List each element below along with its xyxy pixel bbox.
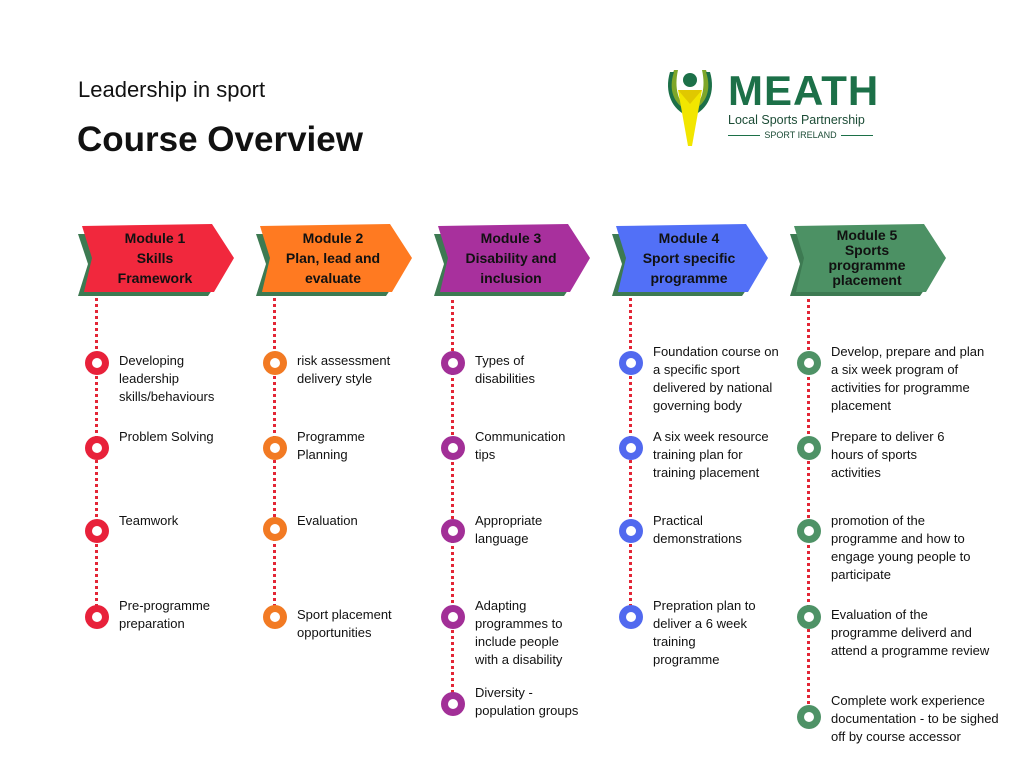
module-5-topic: [831, 428, 944, 482]
bullet-dot-icon: [263, 605, 287, 629]
bullet-dot-icon: [263, 436, 287, 460]
topic-text: Pre-programme preparation: [119, 598, 211, 631]
bullet-dot-icon: [619, 436, 643, 460]
bullet-dot-icon: [441, 351, 465, 375]
topic-text: Teamwork: [119, 513, 179, 528]
bullet-dot-icon: [85, 436, 109, 460]
module-2-topic: [297, 428, 365, 464]
logo-tagline: Local Sports Partnership: [728, 113, 865, 127]
bullet-dot-icon: [797, 605, 821, 629]
module-5-banner: [790, 222, 950, 297]
module-3-label: [450, 222, 572, 294]
module-5-topic: [831, 343, 984, 415]
module-4-label: [628, 222, 750, 294]
topic-text: Foundation course on a specific sport delivered by national governing body: [653, 344, 779, 413]
bullet-dot-icon: [263, 351, 287, 375]
module-3-topic: [475, 428, 565, 464]
bullet-dot-icon: [85, 605, 109, 629]
topic-text: A six week resource training plan for training placement: [653, 429, 769, 480]
module-1-topic: [119, 597, 210, 633]
meath-lsp-logo: [660, 50, 890, 150]
topic-text: Developing leadership skills/behaviours: [119, 353, 215, 404]
module-5-topic: [831, 606, 989, 660]
topic-text: Prepration plan to deliver a 6 week training programme: [653, 598, 756, 667]
module-1-title: Module 1 Skills Framework: [117, 230, 193, 286]
module-1-banner: [78, 222, 238, 297]
module-3-title: Module 3 Disability and inclusion: [465, 230, 557, 286]
module-2-topic: [297, 352, 390, 388]
bullet-dot-icon: [85, 351, 109, 375]
topic-text: Programme Planning: [297, 429, 365, 462]
bullet-dot-icon: [441, 605, 465, 629]
course-subtitle: Leadership in sport: [78, 77, 266, 102]
module-3-topic: [475, 597, 562, 669]
bullet-dot-icon: [797, 351, 821, 375]
module-4-topic: [653, 428, 769, 482]
topic-text: Prepare to deliver 6 hours of sports activities: [831, 429, 945, 480]
module-3-topic: [475, 352, 535, 388]
module-1-topic: [119, 428, 214, 446]
bullet-dot-icon: [797, 705, 821, 729]
bullet-dot-icon: [441, 692, 465, 716]
topic-text: Develop, prepare and plan a six week program of activities for programme placement: [831, 344, 985, 413]
logo-name: MEATH: [728, 67, 880, 114]
page-title: Course Overview: [77, 120, 363, 159]
topic-text: Appropriate language: [475, 513, 543, 546]
bullet-dot-icon: [619, 351, 643, 375]
module-4-topic: [653, 343, 779, 415]
module-2-topic: [297, 512, 358, 530]
topic-text: risk assessment delivery style: [297, 353, 391, 386]
module-5-title: Module 5 Sports programme placement: [828, 227, 906, 288]
bullet-dot-icon: [263, 517, 287, 541]
module-2-banner: [256, 222, 416, 297]
logo-subline: [728, 130, 873, 140]
topic-text: Evaluation: [297, 513, 358, 528]
topic-text: Practical demonstrations: [653, 513, 742, 546]
module-4-banner: [612, 222, 772, 297]
module-5-topic: [831, 692, 999, 746]
module-4-title: Module 4 Sport specific programme: [642, 230, 736, 286]
bullet-dot-icon: [619, 605, 643, 629]
module-4-topic: [653, 597, 756, 669]
module-2-title: Module 2 Plan, lead and evaluate: [285, 230, 381, 286]
module-1-label: [94, 222, 216, 294]
bullet-dot-icon: [797, 436, 821, 460]
module-2-label: [272, 222, 394, 294]
module-3-banner: [434, 222, 594, 297]
module-3-topic: [475, 512, 542, 548]
topic-text: promotion of the programme and how to engage young people to participate: [831, 513, 971, 582]
module-2-topic: [297, 606, 392, 642]
figure-emblem-icon: [660, 50, 720, 150]
topic-text: Sport placement opportunities: [297, 607, 392, 640]
topic-text: Evaluation of the programme deliverd and attend a programme review: [831, 607, 990, 658]
topic-text: Communication tips: [475, 429, 566, 462]
bullet-dot-icon: [797, 519, 821, 543]
module-3-topic: [475, 684, 578, 720]
bullet-dot-icon: [441, 519, 465, 543]
bullet-dot-icon: [85, 519, 109, 543]
topic-text: Adapting programmes to include people with a disability: [475, 598, 563, 667]
module-1-topic: [119, 352, 214, 406]
topic-text: Problem Solving: [119, 429, 214, 444]
module-1-topic: [119, 512, 178, 530]
module-5-topic: [831, 512, 971, 584]
topic-text: Diversity - population groups: [475, 685, 579, 718]
bullet-dot-icon: [619, 519, 643, 543]
logo-sub-text: SPORT IRELAND: [764, 130, 837, 140]
topic-text: Types of disabilities: [475, 353, 535, 386]
module-5-label: [806, 222, 928, 294]
topic-text: Complete work experience documentation - to be sighed off by course accessor: [831, 693, 999, 744]
module-4-topic: [653, 512, 742, 548]
bullet-dot-icon: [441, 436, 465, 460]
